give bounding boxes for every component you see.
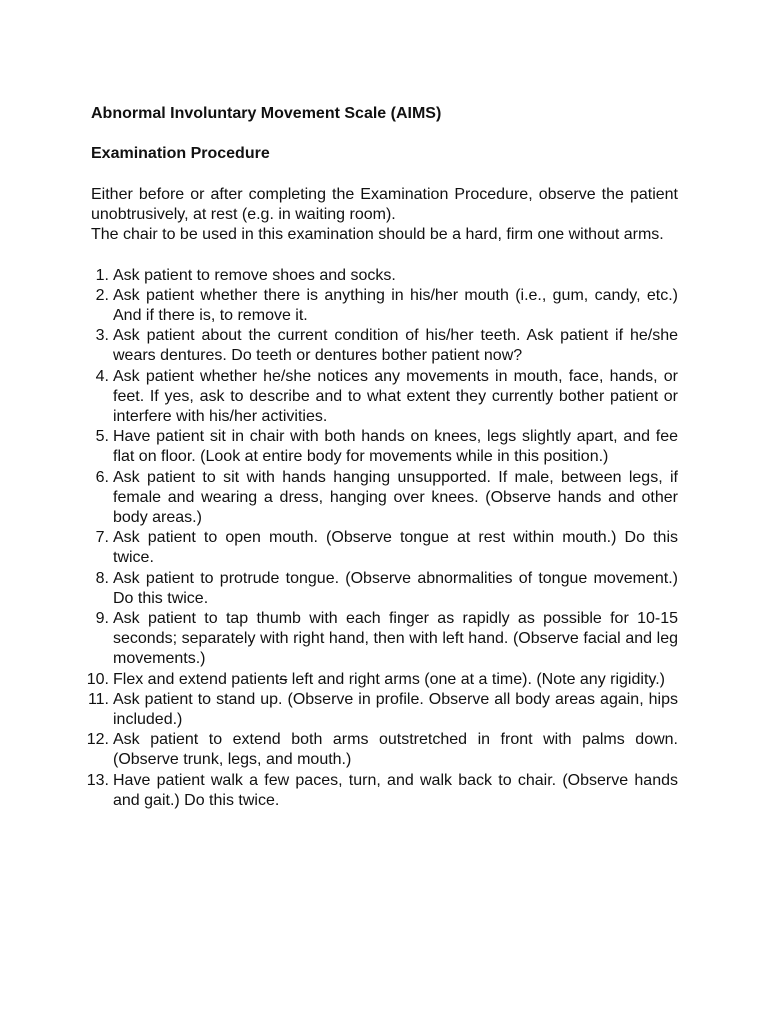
step-text: Ask patient to protrude tongue. (Observe abnormalities of tongue movement.) Do this twice. [113, 569, 678, 607]
step-number: 4. [95, 367, 109, 385]
procedure-step [87, 690, 678, 730]
step-number: 6. [95, 468, 109, 486]
intro-paragraph: The chair to be used in this examination should be a hard, firm one without arms. [91, 226, 664, 244]
step-text-before: Flex and extend patient [113, 670, 280, 688]
step-number: 7. [95, 529, 109, 547]
procedure-step [91, 286, 678, 326]
procedure-list [86, 266, 678, 811]
step-number: 10. [86, 670, 109, 688]
document-page [86, 104, 678, 811]
step-number: 1. [95, 266, 109, 284]
procedure-step [91, 367, 678, 428]
intro-paragraph: Either before or after completing the Examination Procedure, observe the patient unobtrusively, at rest (e.g. in waiting room). [91, 185, 678, 223]
step-number: 12. [86, 731, 109, 749]
intro-block [91, 185, 678, 246]
step-number: 11. [87, 690, 109, 708]
step-text: Ask patient to sit with hands hanging unsupported. If male, between legs, if female and wearing a dress, hanging over knees. (Observe hands and other body areas.) [113, 468, 678, 526]
step-text: Ask patient to remove shoes and socks. [113, 266, 396, 284]
procedure-step [91, 528, 678, 568]
step-text: Have patient walk a few paces, turn, and walk back to chair. (Observe hands and gait.) Do this twice. [113, 771, 678, 809]
step-text: Have patient sit in chair with both hands on knees, legs slightly apart, and fee flat on floor. (Look at entire body for movements while in this position.) [113, 428, 678, 466]
step-text: Ask patient about the current condition of his/her teeth. Ask patient if he/she wears dentures. Do teeth or dentures bother patient now? [113, 327, 678, 365]
procedure-step [91, 427, 678, 467]
step-text-after: left and right arms (one at a time). (Note any rigidity.) [287, 670, 665, 688]
step-number: 5. [95, 428, 109, 446]
document-title: Abnormal Involuntary Movement Scale (AIMS) [91, 105, 442, 122]
step-number: 13. [86, 771, 109, 789]
step-text: Ask patient to stand up. (Observe in profile. Observe all body areas again, hips included.) [113, 690, 678, 729]
procedure-step [86, 771, 678, 811]
procedure-step [86, 730, 678, 770]
procedure-step [91, 569, 678, 609]
procedure-step [91, 468, 678, 529]
step-text: Ask patient whether there is anything in his/her mouth (i.e., gum, candy, etc.) And if there is, to remove it. [113, 286, 678, 324]
procedure-step [91, 326, 678, 366]
step-number: 2. [95, 286, 109, 304]
step-text: Ask patient to extend both arms outstretched in front with palms down. (Observe trunk, legs, and mouth.) [113, 731, 678, 769]
procedure-step [86, 670, 678, 690]
struck-character: s [279, 670, 288, 688]
procedure-step [91, 266, 678, 286]
step-text: Ask patient whether he/she notices any movements in mouth, face, hands, or feet. If yes, ask to describe and to what extent they currently bother patient or interfere with his/her activities. [113, 367, 678, 425]
step-text: Ask patient to open mouth. (Observe tongue at rest within mouth.) Do this twice. [113, 529, 678, 567]
step-number: 3. [95, 327, 109, 345]
step-text: Ask patient to tap thumb with each finger as rapidly as possible for 10-15 seconds; separately with right hand, then with left hand. (Observe facial and leg movements.) [113, 610, 678, 668]
step-number: 9. [95, 610, 109, 627]
step-text [113, 671, 665, 688]
procedure-step [91, 609, 678, 670]
step-number: 8. [95, 569, 109, 587]
section-title: Examination Procedure [91, 145, 270, 163]
